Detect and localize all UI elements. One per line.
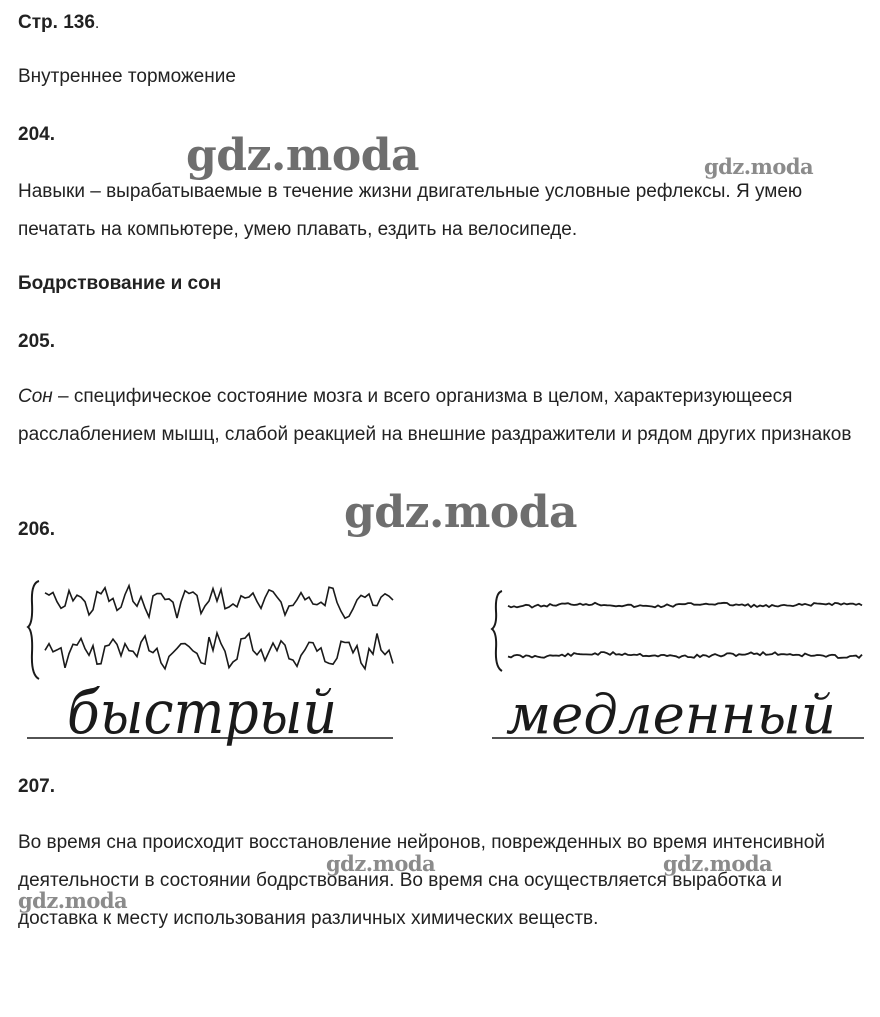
task-204-text: Навыки – вырабатываемые в течение жизни двигательные условные рефлексы. Я умею печатать на компьютере, умею плавать, ездить на велосипеде.	[18, 181, 803, 240]
page-number-dot: .	[94, 15, 100, 32]
fast-wave-top	[45, 586, 393, 619]
watermark-logo-text: gdz.moda	[663, 851, 773, 876]
task-205-term: Сон	[18, 386, 53, 407]
slow-brace	[492, 591, 502, 671]
watermark-logo	[663, 851, 772, 876]
watermark-logo	[186, 130, 419, 181]
task-205-definition: – специфическое состояние мозга и всего организма в целом, характеризующееся расслаблением мышц, слабой реакцией на внешние раздражители и рядом других признаков	[18, 386, 852, 445]
fast-label: быстрый	[67, 678, 337, 748]
page-number-label: Стр. 136	[18, 12, 95, 33]
watermark-logo-text: gdz.moda	[326, 851, 436, 876]
watermark-logo-text: gdz.moda	[704, 154, 814, 179]
heading-wake-sleep: Бодрствование и сон	[18, 273, 222, 294]
fast-wave-bottom	[45, 633, 393, 669]
task-205-text	[18, 378, 866, 454]
watermark-logo-text: gdz.moda	[344, 487, 578, 538]
watermark-logo	[704, 154, 813, 179]
slow-wave-bottom	[508, 652, 862, 658]
watermark-logo-text: gdz.moda	[186, 130, 420, 181]
watermark-logo-text: gdz.moda	[18, 888, 128, 913]
task-204-number: 204.	[18, 124, 55, 145]
slow-wave-top	[508, 603, 862, 608]
slow-sleep-eeg-figure	[490, 585, 870, 785]
fast-brace	[28, 581, 39, 679]
task-206-number: 206.	[18, 519, 55, 540]
watermark-logo	[18, 888, 127, 913]
task-207-text: Во время сна происходит восстановление нейронов, поврежденных во время интенсивной деятельности в состоянии бодрствования. Во время сна осуществляется выработка и доставка к месту использования различных химических веществ.	[18, 832, 825, 929]
watermark-logo	[326, 851, 435, 876]
page-number	[18, 12, 866, 34]
task-205-number: 205.	[18, 331, 55, 352]
fast-sleep-eeg-figure	[25, 575, 405, 775]
slow-label: медленный	[506, 683, 836, 746]
task-207-number: 207.	[18, 776, 55, 797]
section-inner-inhibition: Внутреннее торможение	[18, 66, 236, 87]
watermark-logo	[344, 487, 577, 538]
